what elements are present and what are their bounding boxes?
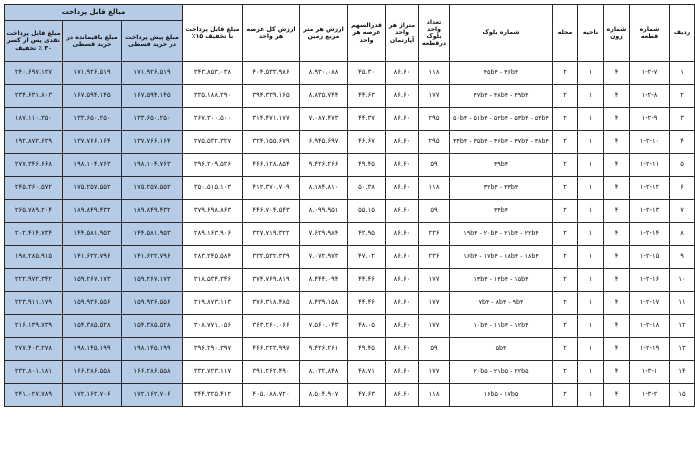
table-header bbox=[5, 5, 695, 62]
land-value-per-sqm-cell: ۹.۴۲۶.۲۶۶ bbox=[300, 154, 348, 177]
payable-with-discount-cell: ۲۸۳.۲۴۵.۵۸۴ bbox=[183, 246, 243, 269]
remaining-installment-cell: ۱۴۱.۶۲۲.۷۹۶ bbox=[63, 246, 122, 269]
table-row bbox=[5, 154, 695, 177]
row-number-cell: ۱ bbox=[670, 62, 695, 85]
district-cell: ۱ bbox=[578, 177, 604, 200]
parcel-number-cell: ۱-۲-۷ bbox=[630, 62, 670, 85]
remaining-installment-cell: ۱۳۷.۷۶۶.۱۶۴ bbox=[63, 131, 122, 154]
row-number-cell: ۱۵ bbox=[670, 384, 695, 407]
block-numbers-cell: ۴۷b۴ - ۴۸b۴ - ۴۹b۴ bbox=[450, 85, 553, 108]
row-number-cell: ۶ bbox=[670, 177, 695, 200]
table-row bbox=[5, 292, 695, 315]
prepayment-cell: ۱۵۹.۹۳۶.۵۵۶ bbox=[122, 292, 183, 315]
land-value-per-sqm-cell: ۸.۸۳۵.۷۴۴ bbox=[300, 85, 348, 108]
neighborhood-cell: ۲ bbox=[553, 85, 578, 108]
unit-area-cell: ۸۶.۶۰ bbox=[386, 338, 419, 361]
units-cell: ۱۱۸ bbox=[419, 62, 450, 85]
cash-with-discount-cell: ۱۸۷.۱۱۰.۳۵۰ bbox=[5, 108, 63, 131]
remaining-installment-cell: ۱۶۶.۲۸۶.۵۵۸ bbox=[63, 361, 122, 384]
header-zone-number: شماره زون bbox=[604, 5, 630, 62]
units-cell: ۱۷۷ bbox=[419, 85, 450, 108]
unit-area-cell: ۸۶.۶۰ bbox=[386, 315, 419, 338]
land-share-cell: ۴۵.۳۰ bbox=[348, 62, 386, 85]
land-share-cell: ۴۹.۴۵ bbox=[348, 338, 386, 361]
land-share-cell: ۴۶.۶۷ bbox=[348, 131, 386, 154]
units-cell: ۱۷۷ bbox=[419, 292, 450, 315]
remaining-installment-cell: ۱۹۸.۱۴۵.۱۹۹ bbox=[63, 338, 122, 361]
cash-with-discount-cell: ۲۶۵.۷۸۹.۲۰۴ bbox=[5, 200, 63, 223]
parcel-number-cell: ۱-۲-۱۴ bbox=[630, 223, 670, 246]
neighborhood-cell: ۲ bbox=[553, 131, 578, 154]
prepayment-cell: ۱۸۹.۸۴۹.۴۳۲ bbox=[122, 200, 183, 223]
land-share-cell: ۵۰.۳۸ bbox=[348, 177, 386, 200]
prepayment-cell: ۱۶۷.۵۹۴.۱۴۵ bbox=[122, 85, 183, 108]
unit-area-cell: ۸۶.۶۰ bbox=[386, 246, 419, 269]
land-value-per-sqm-cell: ۷.۶۲۹.۹۸۴ bbox=[300, 223, 348, 246]
land-share-cell: ۴۴.۴۶ bbox=[348, 269, 386, 292]
parcel-number-cell: ۱-۲-۱۵ bbox=[630, 246, 670, 269]
land-total-value-cell: ۴۶۶.۲۲۳.۹۹۷ bbox=[243, 338, 300, 361]
land-total-value-cell: ۳۳۲.۵۳۲.۳۳۹ bbox=[243, 246, 300, 269]
units-cell: ۱۷۷ bbox=[419, 361, 450, 384]
table-row bbox=[5, 108, 695, 131]
land-total-value-cell: ۴۱۲.۳۷۰.۷۰۹ bbox=[243, 177, 300, 200]
zone-number-cell: ۴ bbox=[604, 246, 630, 269]
table-row bbox=[5, 384, 695, 407]
header-row-number: ردیف bbox=[670, 5, 695, 62]
district-cell: ۱ bbox=[578, 223, 604, 246]
unit-area-cell: ۸۶.۶۰ bbox=[386, 361, 419, 384]
zone-number-cell: ۴ bbox=[604, 131, 630, 154]
header-units-per-block: تعداد واحد بلوک درقطعه bbox=[419, 5, 450, 62]
zone-number-cell: ۴ bbox=[604, 200, 630, 223]
land-share-cell: ۴۴.۶۳ bbox=[348, 85, 386, 108]
land-share-cell: ۴۸.۰۵ bbox=[348, 315, 386, 338]
parcel-number-cell: ۱-۲-۱۹ bbox=[630, 338, 670, 361]
block-numbers-cell: ۲۰b۵ - ۲۱b۵ - ۲۲b۵ bbox=[450, 361, 553, 384]
unit-area-cell: ۸۶.۶۰ bbox=[386, 85, 419, 108]
unit-area-cell: ۸۶.۶۰ bbox=[386, 269, 419, 292]
parcel-number-cell: ۱-۲-۱۶ bbox=[630, 269, 670, 292]
unit-area-cell: ۸۶.۶۰ bbox=[386, 292, 419, 315]
table-row bbox=[5, 246, 695, 269]
header-land-total-value: ارزش کل عرصه هر واحد bbox=[243, 5, 300, 62]
zone-number-cell: ۴ bbox=[604, 269, 630, 292]
remaining-installment-cell: ۱۸۹.۸۴۹.۴۳۲ bbox=[63, 200, 122, 223]
district-cell: ۱ bbox=[578, 315, 604, 338]
remaining-installment-cell: ۱۵۹.۲۶۷.۱۷۳ bbox=[63, 269, 122, 292]
unit-area-cell: ۸۶.۶۰ bbox=[386, 131, 419, 154]
district-cell: ۱ bbox=[578, 338, 604, 361]
payable-with-discount-cell: ۳۳۵.۱۸۸.۲۹۰ bbox=[183, 85, 243, 108]
header-unit-area: متراژ هر واحد آپارتمان bbox=[386, 5, 419, 62]
parcel-number-cell: ۱-۳-۱ bbox=[630, 361, 670, 384]
table-row bbox=[5, 223, 695, 246]
neighborhood-cell: ۲ bbox=[553, 384, 578, 407]
header-neighborhood: محله bbox=[553, 5, 578, 62]
land-total-value-cell: ۳۷۴.۷۶۹.۸۱۹ bbox=[243, 269, 300, 292]
prepayment-cell: ۱۷۱.۹۲۶.۵۱۹ bbox=[122, 62, 183, 85]
row-number-cell: ۱۴ bbox=[670, 361, 695, 384]
header-parcel-number: شماره قطعه bbox=[630, 5, 670, 62]
unit-area-cell: ۸۶.۶۰ bbox=[386, 62, 419, 85]
unit-area-cell: ۸۶.۶۰ bbox=[386, 223, 419, 246]
prepayment-cell: ۱۹۸.۱۰۴.۷۶۳ bbox=[122, 154, 183, 177]
remaining-installment-cell: ۱۵۴.۳۸۵.۵۲۸ bbox=[63, 315, 122, 338]
neighborhood-cell: ۲ bbox=[553, 108, 578, 131]
row-number-cell: ۱۲ bbox=[670, 315, 695, 338]
units-cell: ۱۱۸ bbox=[419, 384, 450, 407]
unit-area-cell: ۸۶.۶۰ bbox=[386, 154, 419, 177]
zone-number-cell: ۴ bbox=[604, 384, 630, 407]
remaining-installment-cell: ۱۳۳.۶۵۰.۲۵۰ bbox=[63, 108, 122, 131]
parcel-number-cell: ۱-۲-۹ bbox=[630, 108, 670, 131]
header-land-share: قدرالسهم عرصه هر واحد bbox=[348, 5, 386, 62]
row-number-cell: ۷ bbox=[670, 200, 695, 223]
block-numbers-cell: ۷b۴ - ۸b۴ - ۹b۴ bbox=[450, 292, 553, 315]
district-cell: ۱ bbox=[578, 292, 604, 315]
land-total-value-cell: ۳۷۶.۳۱۸.۴۸۵ bbox=[243, 292, 300, 315]
block-numbers-cell: ۱۳b۴ - ۱۴b۴ - ۱۵b۴ bbox=[450, 269, 553, 292]
district-cell: ۱ bbox=[578, 154, 604, 177]
row-number-cell: ۱۰ bbox=[670, 269, 695, 292]
land-total-value-cell: ۳۱۴.۴۷۱.۱۷۷ bbox=[243, 108, 300, 131]
land-total-value-cell: ۳۹۴.۳۳۹.۱۶۵ bbox=[243, 85, 300, 108]
parcel-number-cell: ۱-۲-۱۲ bbox=[630, 177, 670, 200]
units-cell: ۲۳۶ bbox=[419, 223, 450, 246]
land-value-per-sqm-cell: ۸.۴۳۹.۱۵۸ bbox=[300, 292, 348, 315]
table-row bbox=[5, 177, 695, 200]
remaining-installment-cell: ۱۴۴.۵۸۱.۹۵۳ bbox=[63, 223, 122, 246]
parcel-number-cell: ۱-۲-۱۸ bbox=[630, 315, 670, 338]
block-numbers-cell: ۱۰b۴ - ۱۱b۴ - ۱۲b۴ bbox=[450, 315, 553, 338]
header-payable-with-discount: مبلغ قابل پرداخت با تخفیف ۱۵٪ bbox=[183, 5, 243, 62]
table-row bbox=[5, 200, 695, 223]
district-cell: ۱ bbox=[578, 269, 604, 292]
neighborhood-cell: ۲ bbox=[553, 338, 578, 361]
units-cell: ۲۳۶ bbox=[419, 246, 450, 269]
header-payable-amounts-group: مبالغ قابل پرداخت bbox=[5, 5, 183, 21]
land-value-per-sqm-cell: ۹.۴۲۶.۲۶۱ bbox=[300, 338, 348, 361]
district-cell: ۱ bbox=[578, 62, 604, 85]
table-row bbox=[5, 85, 695, 108]
unit-area-cell: ۸۶.۶۰ bbox=[386, 108, 419, 131]
units-cell: ۵۹ bbox=[419, 338, 450, 361]
payable-with-discount-cell: ۲۷۵.۵۳۲.۳۲۷ bbox=[183, 131, 243, 154]
table-row bbox=[5, 62, 695, 85]
land-total-value-cell: ۳۶۳.۲۶۰.۰۶۶ bbox=[243, 315, 300, 338]
land-value-per-sqm-cell: ۶.۹۴۵.۶۹۷ bbox=[300, 131, 348, 154]
prepayment-cell: ۱۳۳.۶۵۰.۲۵۰ bbox=[122, 108, 183, 131]
land-share-cell: ۴۷.۶۳ bbox=[348, 384, 386, 407]
units-cell: ۲۹۵ bbox=[419, 131, 450, 154]
units-cell: ۵۹ bbox=[419, 200, 450, 223]
neighborhood-cell: ۲ bbox=[553, 223, 578, 246]
zone-number-cell: ۴ bbox=[604, 292, 630, 315]
land-value-per-sqm-cell: ۸.۹۳۰.۰۸۸ bbox=[300, 62, 348, 85]
payable-with-discount-cell: ۳۰۸.۷۷۱.۰۵۶ bbox=[183, 315, 243, 338]
row-number-cell: ۵ bbox=[670, 154, 695, 177]
header-district: ناحیه bbox=[578, 5, 604, 62]
prepayment-cell: ۱۷۵.۲۵۷.۵۵۲ bbox=[122, 177, 183, 200]
land-total-value-cell: ۴۰۴.۵۳۳.۹۸۶ bbox=[243, 62, 300, 85]
land-share-cell: ۴۸.۷۱ bbox=[348, 361, 386, 384]
neighborhood-cell: ۲ bbox=[553, 315, 578, 338]
cash-with-discount-cell: ۲۱۶.۱۳۹.۷۳۹ bbox=[5, 315, 63, 338]
header-block-number: شماره بلوک bbox=[450, 5, 553, 62]
zone-number-cell: ۴ bbox=[604, 177, 630, 200]
payable-with-discount-cell: ۳۳۲.۷۲۳.۱۱۷ bbox=[183, 361, 243, 384]
land-value-per-sqm-cell: ۸.۵۰۴.۹۰۷ bbox=[300, 384, 348, 407]
zone-number-cell: ۴ bbox=[604, 338, 630, 361]
block-numbers-cell: ۱۶b۴ - ۱۷b۴ - ۱۸b۴ - ۱۸b۴ bbox=[450, 246, 553, 269]
neighborhood-cell: ۲ bbox=[553, 177, 578, 200]
cash-with-discount-cell: ۲۴۰.۶۹۷.۱۲۷ bbox=[5, 62, 63, 85]
neighborhood-cell: ۲ bbox=[553, 200, 578, 223]
payable-with-discount-cell: ۳۹۶.۲۰۹.۵۲۶ bbox=[183, 154, 243, 177]
payable-with-discount-cell: ۳۱۸.۵۳۴.۳۴۶ bbox=[183, 269, 243, 292]
units-cell: ۱۷۷ bbox=[419, 315, 450, 338]
parcel-number-cell: ۱-۳-۲ bbox=[630, 384, 670, 407]
district-cell: ۱ bbox=[578, 108, 604, 131]
land-total-value-cell: ۴۰۵.۰۸۸.۷۲۰ bbox=[243, 384, 300, 407]
header-land-value-per-sqm: ارزش هر متر مربع زمین bbox=[300, 5, 348, 62]
zone-number-cell: ۴ bbox=[604, 85, 630, 108]
land-value-per-sqm-cell: ۷.۰۷۲.۹۷۳ bbox=[300, 246, 348, 269]
table-row bbox=[5, 338, 695, 361]
neighborhood-cell: ۲ bbox=[553, 62, 578, 85]
prepayment-cell: ۱۵۴.۳۸۵.۵۲۸ bbox=[122, 315, 183, 338]
land-total-value-cell: ۳۹۱.۲۶۲.۴۹۰ bbox=[243, 361, 300, 384]
payable-with-discount-cell: ۳۵۰.۵۱۵.۱۰۳ bbox=[183, 177, 243, 200]
land-value-per-sqm-cell: ۸.۰۳۲.۸۴۸ bbox=[300, 361, 348, 384]
cash-with-discount-cell: ۲۲۲.۹۷۲.۳۴۲ bbox=[5, 269, 63, 292]
block-numbers-cell: ۵b۴ bbox=[450, 338, 553, 361]
cash-with-discount-cell: ۱۹۸.۲۸۵.۹۱۵ bbox=[5, 246, 63, 269]
prepayment-cell: ۱۳۷.۷۶۶.۱۶۴ bbox=[122, 131, 183, 154]
land-value-per-sqm-cell: ۸.۰۹۹.۹۵۱ bbox=[300, 200, 348, 223]
neighborhood-cell: ۲ bbox=[553, 361, 578, 384]
land-total-value-cell: ۳۲۴.۱۵۵.۶۷۹ bbox=[243, 131, 300, 154]
cash-with-discount-cell: ۲۲۳.۹۱۱.۱۷۹ bbox=[5, 292, 63, 315]
price-table-container bbox=[4, 4, 691, 407]
zone-number-cell: ۴ bbox=[604, 361, 630, 384]
land-value-per-sqm-cell: ۷.۵۶۰.۰۴۳ bbox=[300, 315, 348, 338]
payable-with-discount-cell: ۳۴۳.۸۵۳.۰۳۸ bbox=[183, 62, 243, 85]
parcel-number-cell: ۱-۲-۱۰ bbox=[630, 131, 670, 154]
remaining-installment-cell: ۱۶۷.۵۹۴.۱۴۵ bbox=[63, 85, 122, 108]
units-cell: ۱۷۷ bbox=[419, 269, 450, 292]
row-number-cell: ۸ bbox=[670, 223, 695, 246]
block-numbers-cell: ۳۴b۴ bbox=[450, 200, 553, 223]
land-value-per-sqm-cell: ۸.۴۴۴.۰۹۴ bbox=[300, 269, 348, 292]
land-value-per-sqm-cell: ۸.۱۸۴.۸۱۰ bbox=[300, 177, 348, 200]
land-share-cell: ۴۴.۴۶ bbox=[348, 292, 386, 315]
parcel-number-cell: ۱-۲-۱۱ bbox=[630, 154, 670, 177]
parcel-number-cell: ۱-۲-۱۷ bbox=[630, 292, 670, 315]
block-numbers-cell: ۱۹b۴ - ۲۰b۴ - ۲۱b۴ - ۲۲b۴ bbox=[450, 223, 553, 246]
neighborhood-cell: ۲ bbox=[553, 154, 578, 177]
land-share-cell: ۴۲.۹۵ bbox=[348, 223, 386, 246]
row-number-cell: ۳ bbox=[670, 108, 695, 131]
cash-with-discount-cell: ۲۳۲.۸۰۱.۱۸۱ bbox=[5, 361, 63, 384]
payable-with-discount-cell: ۳۷۹.۶۹۸.۸۶۳ bbox=[183, 200, 243, 223]
zone-number-cell: ۴ bbox=[604, 154, 630, 177]
header-cash-with-discount: مبلغ قابل پرداخت نقدی پس از کسر ۳۰ ٪ تخفیف bbox=[5, 21, 63, 62]
neighborhood-cell: ۲ bbox=[553, 269, 578, 292]
units-cell: ۲۹۵ bbox=[419, 108, 450, 131]
district-cell: ۱ bbox=[578, 384, 604, 407]
land-share-cell: ۴۹.۴۵ bbox=[348, 154, 386, 177]
block-numbers-cell: ۳۴b۴ - ۳۵b۴ - ۳۶b۴ - ۳۷b۴ - ۳۸b۴ bbox=[450, 131, 553, 154]
cash-with-discount-cell: ۲۷۷.۳۴۶.۶۶۸ bbox=[5, 154, 63, 177]
neighborhood-cell: ۲ bbox=[553, 246, 578, 269]
header-remaining-installment: مبلغ باقیمانده در خرید قسطی bbox=[63, 21, 122, 62]
land-total-value-cell: ۳۲۷.۷۱۹.۳۲۲ bbox=[243, 223, 300, 246]
cash-with-discount-cell: ۲۷۷.۴۰۳.۲۷۸ bbox=[5, 338, 63, 361]
land-total-value-cell: ۴۶۶.۱۲۸.۸۵۴ bbox=[243, 154, 300, 177]
cash-with-discount-cell: ۲۴۱.۰۲۷.۷۸۹ bbox=[5, 384, 63, 407]
zone-number-cell: ۴ bbox=[604, 108, 630, 131]
row-number-cell: ۹ bbox=[670, 246, 695, 269]
land-share-cell: ۴۷.۰۲ bbox=[348, 246, 386, 269]
remaining-installment-cell: ۱۹۸.۱۰۴.۷۶۳ bbox=[63, 154, 122, 177]
land-value-per-sqm-cell: ۷.۰۸۷.۴۷۳ bbox=[300, 108, 348, 131]
payable-with-discount-cell: ۳۹۶.۲۹۰.۳۹۷ bbox=[183, 338, 243, 361]
zone-number-cell: ۴ bbox=[604, 315, 630, 338]
unit-area-cell: ۸۶.۶۰ bbox=[386, 384, 419, 407]
remaining-installment-cell: ۱۵۹.۹۳۶.۵۵۶ bbox=[63, 292, 122, 315]
remaining-installment-cell: ۱۷۲.۱۶۲.۷۰۶ bbox=[63, 384, 122, 407]
unit-area-cell: ۸۶.۶۰ bbox=[386, 200, 419, 223]
district-cell: ۱ bbox=[578, 131, 604, 154]
payable-with-discount-cell: ۳۱۹.۸۷۳.۱۱۳ bbox=[183, 292, 243, 315]
cash-with-discount-cell: ۲۴۵.۳۶۰.۵۷۲ bbox=[5, 177, 63, 200]
land-share-cell: ۴۴.۳۷ bbox=[348, 108, 386, 131]
zone-number-cell: ۴ bbox=[604, 62, 630, 85]
table-row bbox=[5, 131, 695, 154]
prepayment-cell: ۱۴۴.۵۸۱.۹۵۳ bbox=[122, 223, 183, 246]
cash-with-discount-cell: ۲۰۲.۴۱۴.۷۳۴ bbox=[5, 223, 63, 246]
prepayment-cell: ۱۵۹.۲۶۷.۱۷۳ bbox=[122, 269, 183, 292]
block-numbers-cell: ۴۵b۴ - ۴۶b۴ bbox=[450, 62, 553, 85]
remaining-installment-cell: ۱۷۵.۲۵۷.۵۵۲ bbox=[63, 177, 122, 200]
payable-with-discount-cell: ۲۸۹.۱۶۳.۹۰۶ bbox=[183, 223, 243, 246]
row-number-cell: ۲ bbox=[670, 85, 695, 108]
block-numbers-cell: ۱۶b۵ - ۱۷b۵ bbox=[450, 384, 553, 407]
block-numbers-cell: ۳۲b۴ - ۳۳b۴ bbox=[450, 177, 553, 200]
price-table bbox=[4, 4, 695, 407]
header-prepayment: مبلغ پیش پرداخت در خرید قسطی bbox=[122, 21, 183, 62]
remaining-installment-cell: ۱۷۱.۹۲۶.۵۱۹ bbox=[63, 62, 122, 85]
prepayment-cell: ۱۹۸.۱۴۵.۱۹۹ bbox=[122, 338, 183, 361]
neighborhood-cell: ۲ bbox=[553, 292, 578, 315]
unit-area-cell: ۸۶.۶۰ bbox=[386, 177, 419, 200]
land-total-value-cell: ۴۴۶.۷۰۴.۵۴۳ bbox=[243, 200, 300, 223]
payable-with-discount-cell: ۳۴۴.۳۲۵.۴۱۲ bbox=[183, 384, 243, 407]
district-cell: ۱ bbox=[578, 200, 604, 223]
prepayment-cell: ۱۷۲.۱۶۲.۷۰۶ bbox=[122, 384, 183, 407]
district-cell: ۱ bbox=[578, 361, 604, 384]
table-body bbox=[5, 62, 695, 407]
district-cell: ۱ bbox=[578, 246, 604, 269]
row-number-cell: ۱۳ bbox=[670, 338, 695, 361]
cash-with-discount-cell: ۲۳۴.۶۳۱.۸۰۳ bbox=[5, 85, 63, 108]
district-cell: ۱ bbox=[578, 85, 604, 108]
block-numbers-cell: ۳۹b۴ bbox=[450, 154, 553, 177]
parcel-number-cell: ۱-۲-۱۳ bbox=[630, 200, 670, 223]
zone-number-cell: ۴ bbox=[604, 223, 630, 246]
row-number-cell: ۴ bbox=[670, 131, 695, 154]
prepayment-cell: ۱۴۱.۶۲۲.۷۹۶ bbox=[122, 246, 183, 269]
table-row bbox=[5, 269, 695, 292]
units-cell: ۵۹ bbox=[419, 154, 450, 177]
cash-with-discount-cell: ۱۹۲.۸۷۲.۶۲۹ bbox=[5, 131, 63, 154]
block-numbers-cell: ۵۰b۴ - ۵۱b۴ - ۵۲b۴ - ۵۳b۴ - ۵۴b۴ bbox=[450, 108, 553, 131]
units-cell: ۱۱۸ bbox=[419, 177, 450, 200]
parcel-number-cell: ۱-۲-۸ bbox=[630, 85, 670, 108]
row-number-cell: ۱۱ bbox=[670, 292, 695, 315]
prepayment-cell: ۱۶۶.۲۸۶.۵۵۸ bbox=[122, 361, 183, 384]
payable-with-discount-cell: ۲۶۷.۳۰۰.۵۰۰ bbox=[183, 108, 243, 131]
table-row bbox=[5, 361, 695, 384]
table-row bbox=[5, 315, 695, 338]
land-share-cell: ۵۵.۱۵ bbox=[348, 200, 386, 223]
